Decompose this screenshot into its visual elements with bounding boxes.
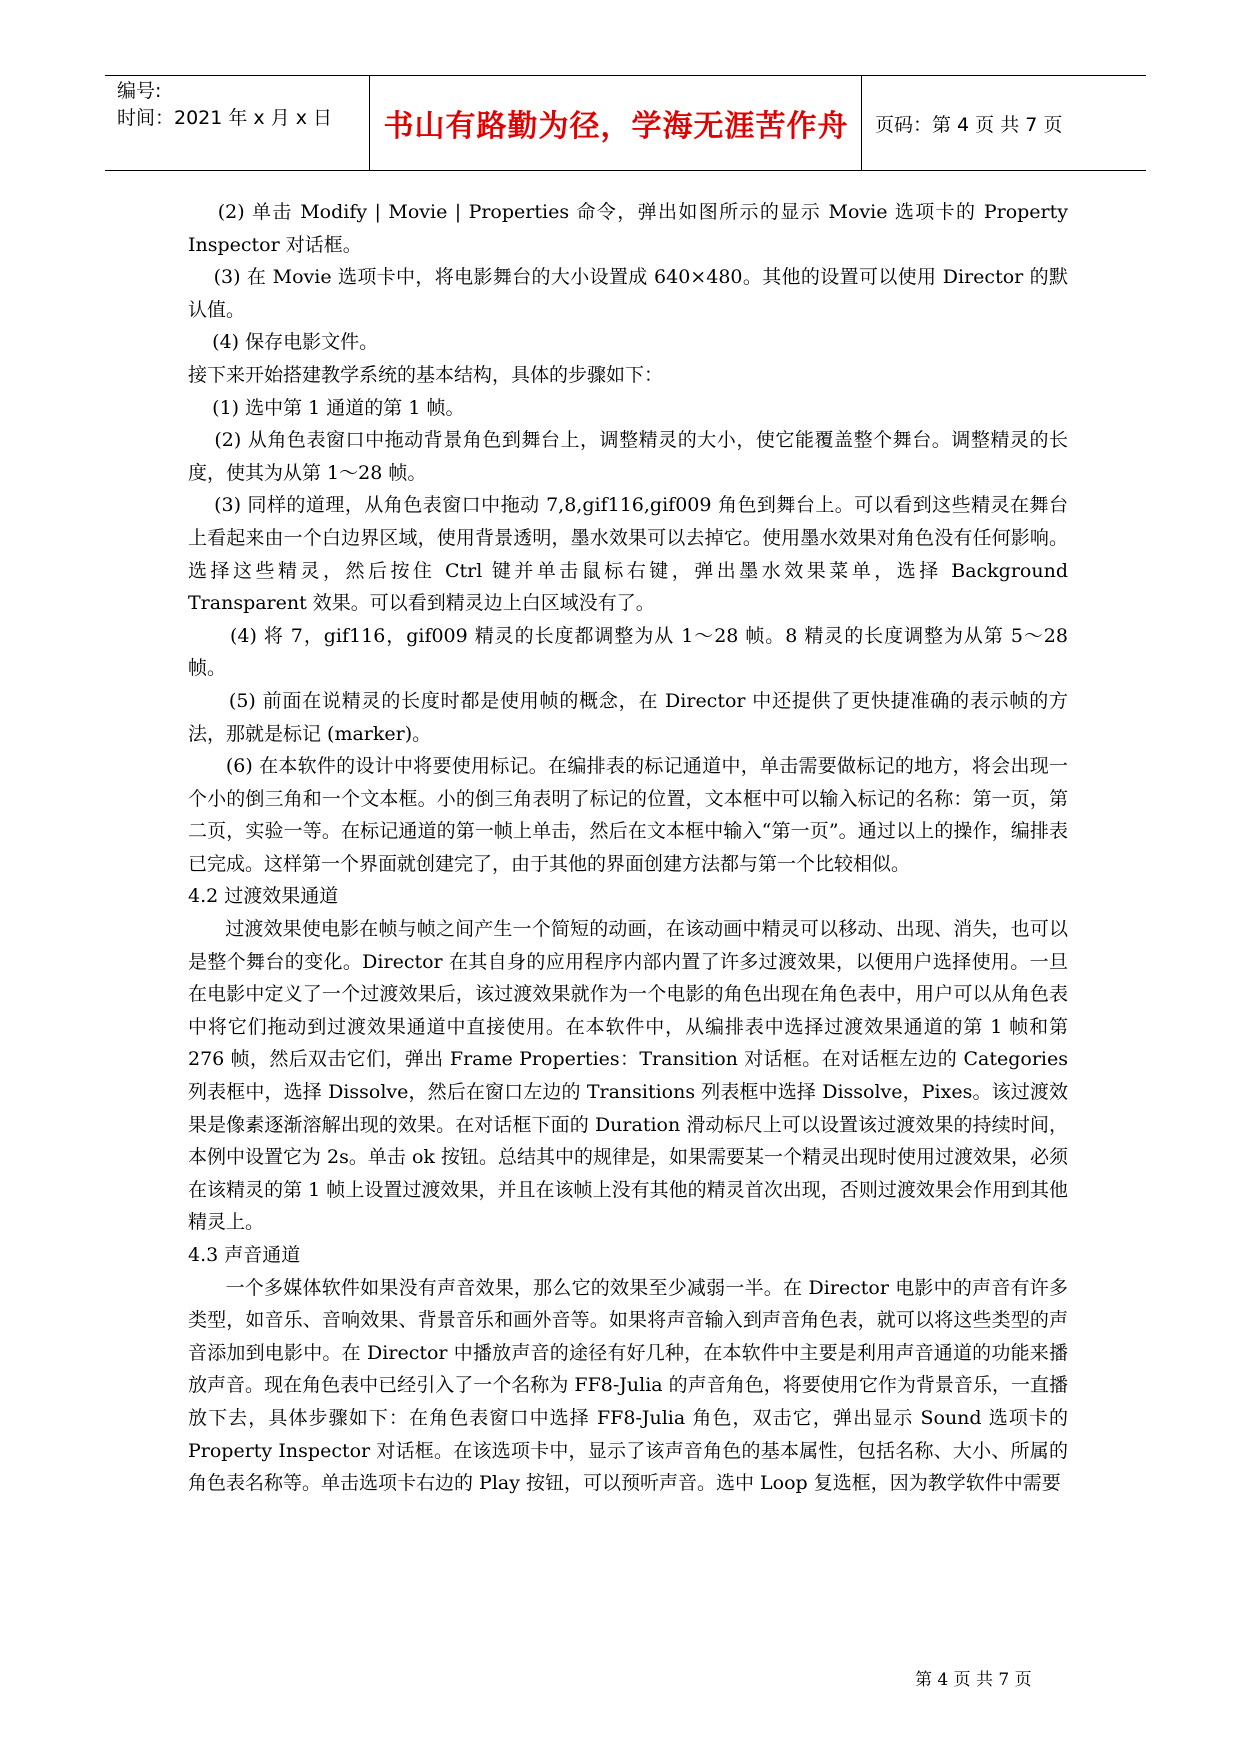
document-time-label: 时间：2021 年 x 月 x 日 (117, 107, 333, 129)
document-number-label: 编号: (117, 80, 162, 102)
paragraph: (3) 同样的道理，从角色表窗口中拖动 7,8,gif116,gif009 角色到舞台上。可以看到这些精灵在舞台上看起来由一个白边界区域，使用背景透明，墨水效果可以去掉它。使用墨水效果对角色没有任何影响。选择这些精灵，然后按住 Ctrl 键并单击鼠标右键，弹出墨水效果菜单，选择 Background Transparent 效果。可以看到精灵边上白区域没有了。 (188, 494, 1075, 615)
paragraph: (3) 在 Movie 选项卡中，将电影舞台的大小设置成 640×480。其他的设置可以使用 Director 的默认值。 (188, 266, 1068, 321)
paragraph: 过渡效果使电影在帧与帧之间产生一个简短的动画，在该动画中精灵可以移动、出现、消失，也可以是整个舞台的变化。Director 在其自身的应用程序内部内置了许多过渡效果，以便用户选择使用。一旦在电影中定义了一个过渡效果后，该过渡效果就作为一个电影的角色出现在角色表中，用户可以从角色表中将它们拖动到过渡效果通道中直接使用。在本软件中，从编排表中选择过渡效果通道的第 1 帧和第 276 帧，然后双击它们，弹出 Frame Properties：Transition 对话框。在对话框左边的 Categories 列表框中，选择 Dissolve，然后在窗口左边的 Transitions 列表框中选择 Dissolve，Pixes。该过渡效果是像素逐渐溶解出现的效果。在对话框下面的 Duration 滑动标尺上可以设置该过渡效果的持续时间，本例中设置它为 2s。单击 ok 按钮。总结其中的规律是，如果需要某一个精灵出现时使用过渡效果，必须在该精灵的第 1 帧上设置过渡效果，并且在该帧上没有其他的精灵首次出现，否则过渡效果会作用到其他精灵上。 (188, 918, 1075, 1234)
header-divider-left (369, 76, 370, 170)
header-meta (117, 78, 367, 132)
page-footer: 第 4 页 共 7 页 (915, 1670, 1032, 1690)
paragraph: (1) 选中第 1 通道的第 1 帧。 (188, 396, 465, 419)
paragraph: (5) 前面在说精灵的长度时都是使用帧的概念，在 Director 中还提供了更快捷准确的表示帧的方法，那就是标记 (marker)。 (188, 689, 1068, 745)
paragraph: 接下来开始搭建教学系统的基本结构，具体的步骤如下： (188, 363, 664, 386)
paragraph: 一个多媒体软件如果没有声音效果，那么它的效果至少减弱一半。在 Director 电影中的声音有许多类型，如音乐、音响效果、背景音乐和画外音等。如果将声音输入到声音角色表，就可以将这些类型的声音添加到电影中。在 Director 中播放声音的途径有好几种，在本软件中主要是利用声音通道的功能来播放声音。现在角色表中已经引入了一个名称为 FF8-Julia 的声音角色，将要使用它作为背景音乐，一直播放下去，具体步骤如下：在角色表窗口中选择 FF8-Julia 角色，双击它，弹出显示 Sound 选项卡的 Property Inspector 对话框。在该选项卡中，显示了该声音角色的基本属性，包括名称、大小、所属的角色表名称等。单击选项卡右边的 Play 按钮，可以预听声音。选中 Loop 复选框，因为教学软件中需要 (188, 1276, 1075, 1495)
paragraph: (2) 从角色表窗口中拖动背景角色到舞台上，调整精灵的大小，使它能覆盖整个舞台。调整精灵的长度，使其为从第 1～28 帧。 (188, 429, 1068, 484)
document-body (188, 196, 1075, 1500)
section-heading: 4.3 声音通道 (188, 1244, 301, 1266)
paragraph: (2) 单击 Modify | Movie | Properties 命令，弹出如图所示的显示 Movie 选项卡的 Property Inspector 对话框。 (188, 201, 1075, 256)
header-motto: 书山有路勤为径，学海无涯苦作舟 (383, 109, 849, 144)
page-header (105, 75, 1146, 171)
section-heading: 4.2 过渡效果通道 (188, 885, 339, 908)
paragraph: (6) 在本软件的设计中将要使用标记。在编排表的标记通道中，单击需要做标记的地方，将会出现一个小的倒三角和一个文本框。小的倒三角表明了标记的位置，文本框中可以输入标记的名称：第一页，第二页，实验一等。在标记通道的第一帧上单击，然后在文本框中输入“第一页”。通过以上的操作，编排表已完成。这样第一个界面就创建完了，由于其他的界面创建方法都与第一个比较相似。 (188, 755, 1068, 875)
paragraph: (4) 保存电影文件。 (188, 331, 379, 354)
paragraph: (4) 将 7，gif116，gif009 精灵的长度都调整为从 1～28 帧。8 精灵的长度调整为从第 5～28 帧。 (188, 624, 1075, 680)
header-divider-right (861, 76, 862, 170)
header-page-info: 页码：第 4 页 共 7 页 (875, 113, 1063, 136)
